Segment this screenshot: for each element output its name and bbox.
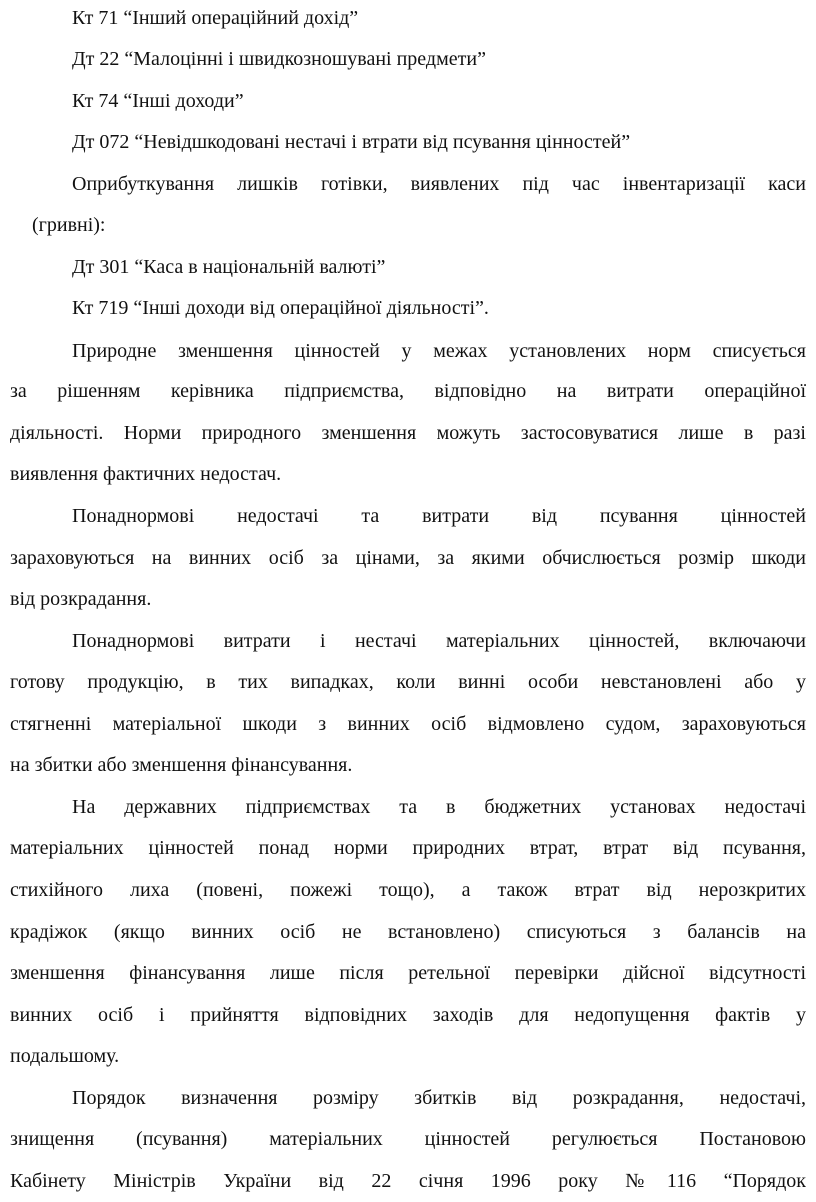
entry-credit-71: Кт 71 “Інший операційний дохід”: [72, 7, 359, 29]
paragraph-line: Природне зменшення цінностей у межах установлених норм списується: [72, 340, 806, 362]
paragraph-line: виявлення фактичних недостач.: [10, 463, 282, 485]
entry-credit-74: Кт 74 “Інші доходи”: [72, 90, 244, 112]
paragraph-line: винних осіб і прийняття відповідних заходів для недопущення фактів у: [10, 1004, 806, 1026]
entry-credit-719: Кт 719 “Інші доходи від операційної діяльності”.: [72, 297, 489, 319]
paragraph-line: (гривні):: [32, 214, 106, 236]
paragraph-line: Оприбуткування лишків готівки, виявлених під час інвентаризації каси: [72, 173, 806, 195]
paragraph-line: готову продукцію, в тих випадках, коли винні особи невстановлені або у: [10, 671, 806, 693]
paragraph-line: за рішенням керівника підприємства, відповідно на витрати операційної: [10, 380, 806, 402]
paragraph-line: знищення (псування) матеріальних цінностей регулюється Постановою: [10, 1128, 806, 1150]
paragraph-line: матеріальних цінностей понад норми природних втрат, втрат від псування,: [10, 837, 806, 859]
paragraph-line: діяльності. Норми природного зменшення можуть застосовуватися лише в разі: [10, 422, 806, 444]
paragraph-line: подальшому.: [10, 1045, 120, 1067]
paragraph-line: На державних підприємствах та в бюджетних установах недостачі: [72, 796, 806, 818]
paragraph-line: від розкрадання.: [10, 588, 152, 610]
entry-debit-072: Дт 072 “Невідшкодовані нестачі і втрати від псування цінностей”: [72, 131, 631, 153]
paragraph-line: крадіжок (якщо винних осіб не встановлено) списуються з балансів на: [10, 921, 806, 943]
paragraph-line: на збитки або зменшення фінансування.: [10, 754, 353, 776]
paragraph-line: стягненні матеріальної шкоди з винних осіб відмовлено судом, зараховуються: [10, 713, 806, 735]
paragraph-line: Понаднормові витрати і нестачі матеріальних цінностей, включаючи: [72, 630, 806, 652]
entry-debit-301: Дт 301 “Каса в національній валюті”: [72, 256, 386, 278]
paragraph-line: зменшення фінансування лише після ретельної перевірки дійсної відсутності: [10, 962, 806, 984]
paragraph-line: Кабінету Міністрів України від 22 січня 1996 року №116 “Порядок: [10, 1170, 806, 1192]
entry-debit-22: Дт 22 “Малоцінні і швидкозношувані предмети”: [72, 48, 486, 70]
paragraph-line: стихійного лиха (повені, пожежі тощо), а також втрат від нерозкритих: [10, 879, 806, 901]
paragraph-line: зараховуються на винних осіб за цінами, за якими обчислюється розмір шкоди: [10, 547, 806, 569]
paragraph-line: Понаднормові недостачі та витрати від псування цінностей: [72, 505, 806, 527]
paragraph-line: Порядок визначення розміру збитків від розкрадання, недостачі,: [72, 1087, 806, 1109]
